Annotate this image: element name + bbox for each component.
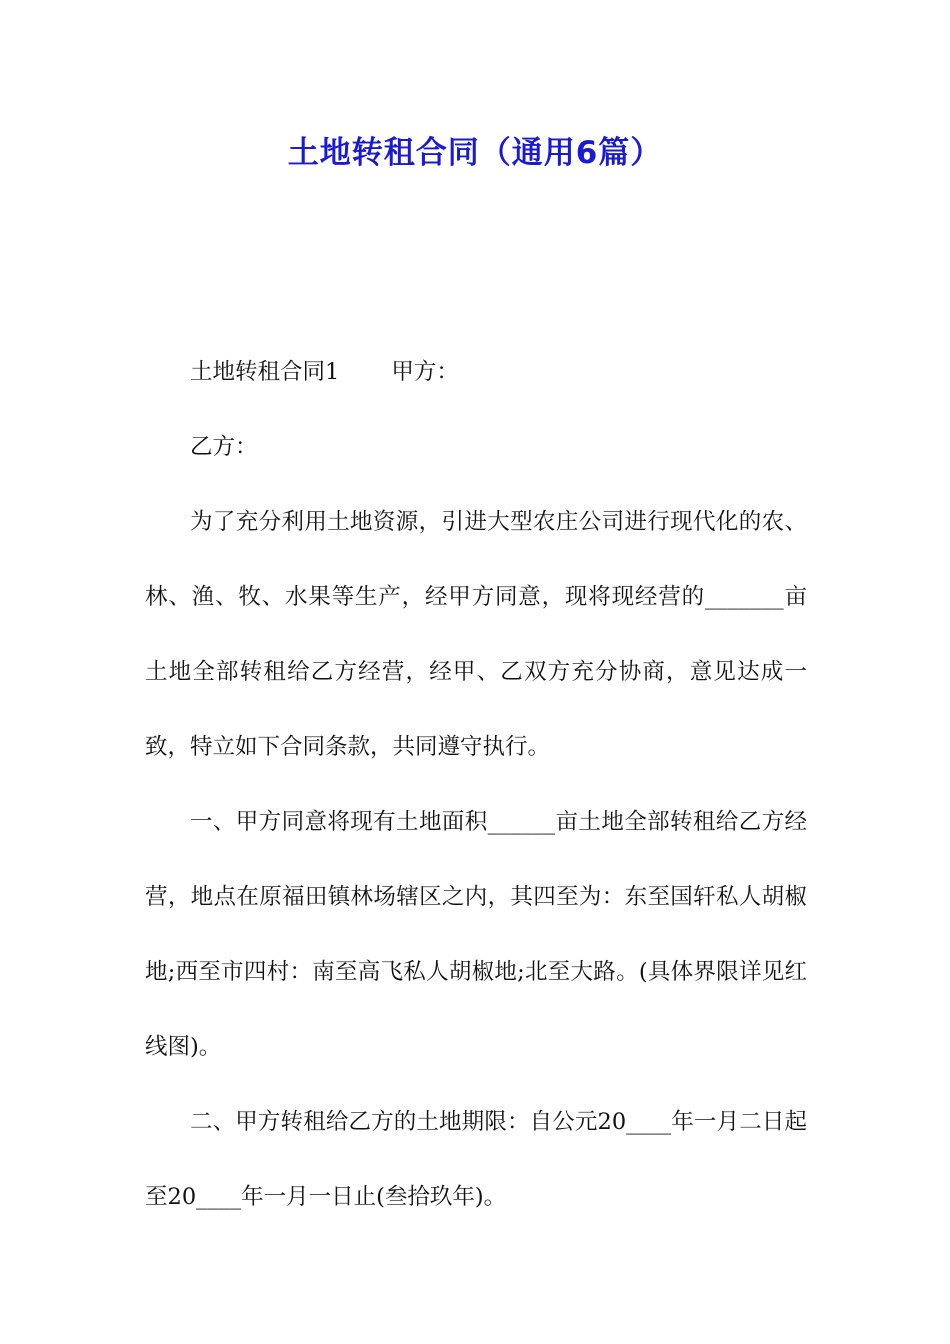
document-title: 土地转租合同（通用6篇） (287, 135, 663, 171)
section-heading: 土地转租合同1 (190, 359, 340, 385)
paragraph-clause-2: 二、甲方转租给乙方的土地期限：自公元20____年一月二日起至20____年一月一日止(叁拾玖年)。 (145, 1109, 807, 1210)
paragraph-preamble: 为了充分利用土地资源，引进大型农庄公司进行现代化的农、林、渔、牧、水果等生产，经甲方同意，现将现经营的_______亩土地全部转租给乙方经营，经甲、乙双方充分协商，意见达成一致，特立如下合同条款，共同遵守执行。 (145, 509, 807, 760)
party-a-label: 甲方： (391, 359, 459, 385)
contract-header-line (145, 335, 807, 410)
paragraph-clause-1: 一、甲方同意将现有土地面积______亩土地全部转租给乙方经营，地点在原福田镇林场辖区之内，其四至为：东至国轩私人胡椒地;西至市四村：南至高飞私人胡椒地;北至大路。(具体界限详见红线图)。 (145, 809, 807, 1060)
party-b-label: 乙方： (190, 434, 258, 460)
document-body (145, 335, 807, 1235)
